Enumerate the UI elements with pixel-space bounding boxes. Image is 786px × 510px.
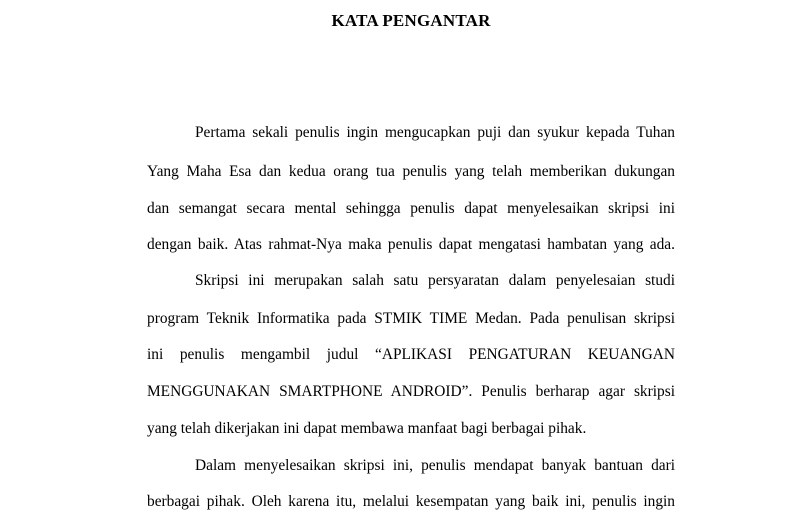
paragraph-2-line-5: yang telah dikerjakan ini dapat membawa manfaat bagi berbagai pihak. [147,420,587,437]
paragraph-1-line-3: dan semangat secara mental sehingga penulis dapat menyelesaikan skripsi ini [147,200,675,217]
paragraph-3-line-1: Dalam menyelesaikan skripsi ini, penulis mendapat banyak bantuan dari [195,457,675,474]
paragraph-1-line-1: Pertama sekali penulis ingin mengucapkan puji dan syukur kepada Tuhan [195,124,675,141]
page-title: KATA PENGANTAR [331,11,491,30]
paragraph-3-line-2: berbagai pihak. Oleh karena itu, melalui kesempatan yang baik ini, penulis ingin [147,493,675,510]
paragraph-2-line-3: ini penulis mengambil judul “APLIKASI PENGATURAN KEUANGAN [147,346,675,363]
paragraph-1-line-2: Yang Maha Esa dan kedua orang tua penulis yang telah memberikan dukungan [147,163,675,180]
paragraph-1-line-4: dengan baik. Atas rahmat-Nya maka penulis dapat mengatasi hambatan yang ada. [147,236,675,253]
paragraph-2-line-4: MENGGUNAKAN SMARTPHONE ANDROID”. Penulis berharap agar skripsi [147,383,675,400]
paragraph-2-line-2: program Teknik Informatika pada STMIK TIME Medan. Pada penulisan skripsi [147,310,675,327]
paragraph-2-line-1: Skripsi ini merupakan salah satu persyaratan dalam penyelesaian studi [195,272,675,289]
